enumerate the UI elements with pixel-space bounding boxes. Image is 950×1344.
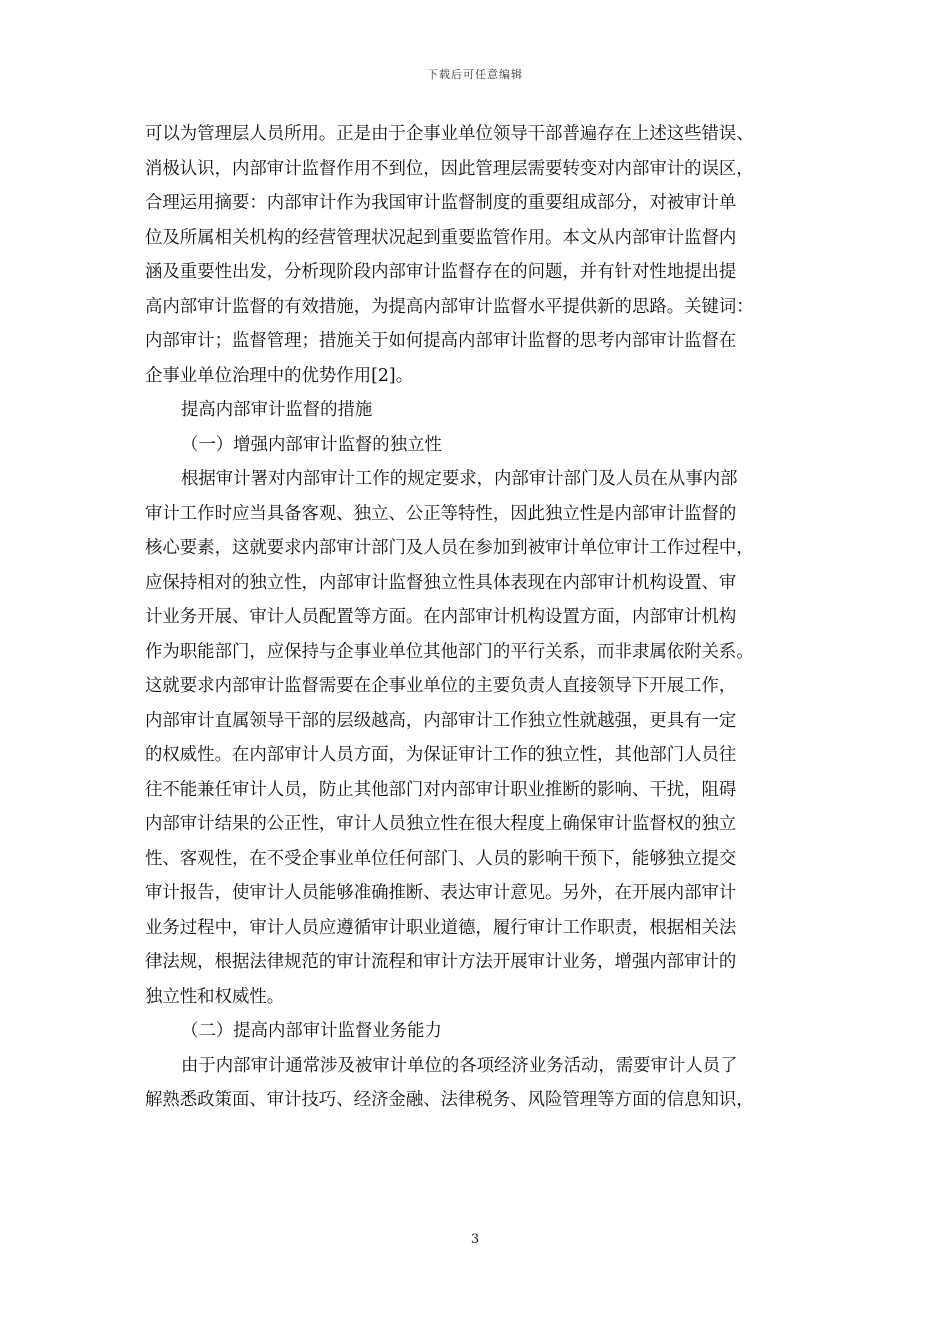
body-line: 位及所属相关机构的经营管理状况起到重要监管作用。本文从内部审计监督内 xyxy=(145,227,737,248)
body-line: 核心要素，这就要求内部审计部门及人员在参加到被审计单位审计工作过程中， xyxy=(145,538,754,558)
body-line: 审计报告，使审计人员能够准确推断、表达审计意见。另外，在开展内部审计 xyxy=(145,883,737,903)
document-body xyxy=(145,117,830,1118)
section-heading: 提高内部审计监督的措施 xyxy=(181,400,373,420)
body-line: 解熟悉政策面、审计技巧、经济金融、法律税务、风险管理等方面的信息知识， xyxy=(145,1090,754,1110)
body-line: 往不能兼任审计人员，防止其他部门对内部审计职业推断的影响、干扰，阻碍 xyxy=(145,779,737,800)
body-line: 可以为管理层人员所用。正是由于企事业单位领导干部普遍存在上述这些错误、 xyxy=(145,124,754,144)
body-line: 根据审计署对内部审计工作的规定要求，内部审计部门及人员在从事内部 xyxy=(181,469,738,489)
body-line: 应保持相对的独立性，内部审计监督独立性具体表现在内部审计机构设置、审 xyxy=(145,572,737,593)
body-line: 计业务开展、审计人员配置等方面。在内部审计机构设置方面，内部审计机构 xyxy=(145,607,737,627)
body-line: 业务过程中，审计人员应遵循审计职业道德，履行审计工作职责，根据相关法 xyxy=(145,917,737,938)
subsection-heading: （二）提高内部审计监督业务能力 xyxy=(181,1021,442,1041)
body-line: 合理运用摘要：内部审计作为我国审计监督制度的重要组成部分，对被审计单 xyxy=(145,193,737,213)
body-line: 内部审计直属领导干部的层级越高，内部审计工作独立性就越强，更具有一定 xyxy=(145,710,737,731)
body-line: 这就要求内部审计监督需要在企事业单位的主要负责人直接领导下开展工作， xyxy=(145,676,737,696)
body-line: 企事业单位治理中的优势作用[2]。 xyxy=(145,365,414,386)
body-line: 涵及重要性出发，分析现阶段内部审计监督存在的问题，并有针对性地提出提 xyxy=(145,262,737,282)
body-line: 审计工作时应当具备客观、独立、公正等特性，因此独立性是内部审计监督的 xyxy=(145,503,737,524)
body-line: 高内部审计监督的有效措施，为提高内部审计监督水平提供新的思路。关键词： xyxy=(145,296,754,317)
body-line: 内部审计结果的公正性，审计人员独立性在很大程度上确保审计监督权的独立 xyxy=(145,814,737,834)
body-line: 律法规，根据法律规范的审计流程和审计方法开展审计业务，增强内部审计的 xyxy=(145,952,737,972)
body-line: 由于内部审计通常涉及被审计单位的各项经济业务活动，需要审计人员了 xyxy=(181,1055,738,1076)
body-line: 的权威性。在内部审计人员方面，为保证审计工作的独立性，其他部门人员往 xyxy=(145,745,737,765)
body-line: 内部审计；监督管理；措施关于如何提高内部审计监督的思考内部审计监督在 xyxy=(145,331,737,351)
subsection-heading: （一）增强内部审计监督的独立性 xyxy=(181,434,442,455)
page-number: 3 xyxy=(470,1232,480,1247)
body-line: 独立性和权威性。 xyxy=(145,986,285,1007)
body-line: 作为职能部门，应保持与企事业单位其他部门的平行关系，而非隶属依附关系。 xyxy=(145,641,754,662)
body-line: 消极认识，内部审计监督作用不到位，因此管理层需要转变对内部审计的误区， xyxy=(145,158,754,179)
header-note: 下载后可任意编辑 xyxy=(427,68,523,81)
body-line: 性、客观性，在不受企事业单位任何部门、人员的影响干预下，能够独立提交 xyxy=(145,848,737,869)
